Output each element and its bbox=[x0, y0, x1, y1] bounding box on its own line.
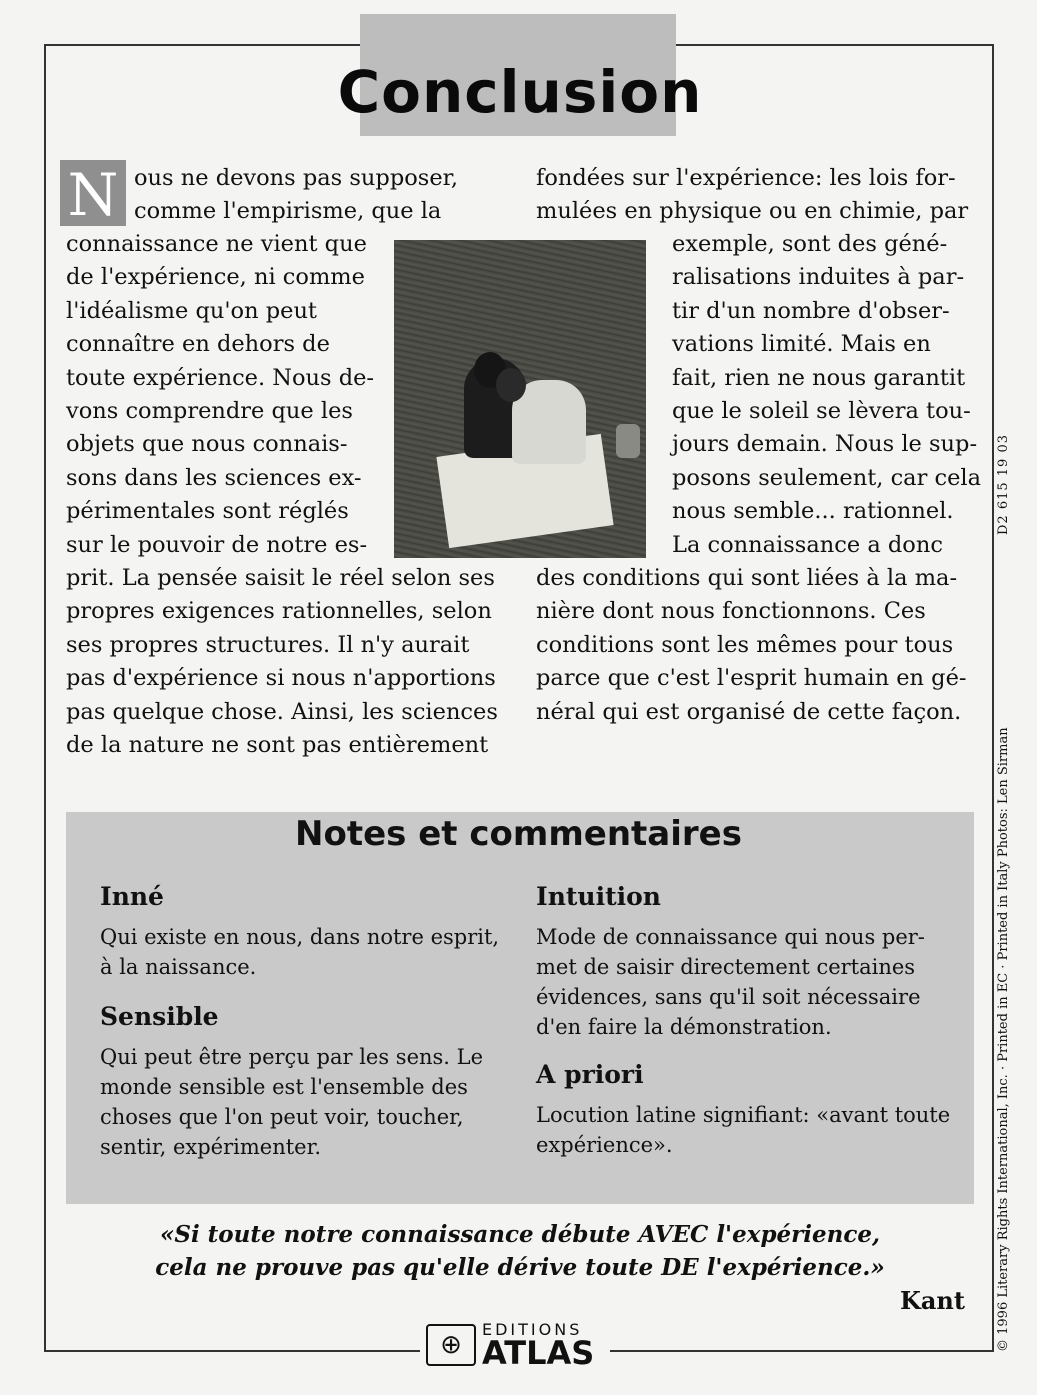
text-line: ses propres structures. Il n'y aurait bbox=[66, 631, 470, 658]
logo-line-2: ATLAS bbox=[482, 1334, 595, 1372]
text-line: monde sensible est l'ensemble des bbox=[100, 1075, 468, 1099]
definition-intuition bbox=[536, 922, 925, 1042]
text-line: expérience». bbox=[536, 1133, 673, 1157]
text-line: sons dans les sciences ex- bbox=[66, 464, 362, 491]
notes-heading: Notes et commentaires bbox=[295, 814, 742, 854]
term-sensible: Sensible bbox=[100, 1002, 219, 1031]
text-line: fondées sur l'expérience: les lois for- bbox=[536, 165, 956, 191]
text-line: sur le pouvoir de notre es- bbox=[66, 531, 368, 558]
text-line: des conditions qui sont liées à la ma- bbox=[536, 565, 958, 591]
text-line: comme l'empirisme, que la bbox=[134, 198, 442, 225]
term-inne: Inné bbox=[100, 882, 164, 911]
text-line: de l'expérience, ni comme bbox=[66, 264, 365, 291]
term-a-priori: A priori bbox=[536, 1060, 644, 1089]
text-line: toute expérience. Nous de- bbox=[66, 364, 375, 391]
kant-quote bbox=[66, 1218, 974, 1284]
text-line: propres exigences rationnelles, selon bbox=[66, 598, 492, 625]
text-line: tir d'un nombre d'obser- bbox=[672, 297, 950, 324]
text-line: Qui existe en nous, dans notre esprit, bbox=[100, 925, 500, 949]
text-line: prit. La pensée saisit le réel selon ses bbox=[66, 565, 495, 591]
left-wrap-text bbox=[66, 228, 374, 562]
text-line: ous ne devons pas supposer, bbox=[134, 165, 459, 191]
text-line: néral qui est organisé de cette façon. bbox=[536, 698, 962, 725]
reference-code: D2 615 19 03 bbox=[996, 434, 1011, 535]
editions-atlas-logo bbox=[420, 1318, 610, 1372]
text-line: La connaissance a donc bbox=[672, 531, 943, 558]
logo-line-1: EDITIONS bbox=[482, 1320, 583, 1339]
photo-people-with-map bbox=[394, 240, 646, 558]
text-line: connaissance ne vient que bbox=[66, 231, 367, 257]
quote-author: Kant bbox=[900, 1286, 965, 1315]
text-line: connaître en dehors de bbox=[66, 331, 330, 358]
left-bottom-text bbox=[66, 562, 498, 762]
quote-line: «Si toute notre connaissance débute AVEC l'expérience, bbox=[159, 1221, 881, 1248]
text-line: à la naissance. bbox=[100, 955, 257, 979]
dropcap: N bbox=[60, 160, 126, 226]
definition-a-priori bbox=[536, 1100, 950, 1160]
quote-line: cela ne prouve pas qu'elle dérive toute DE l'expérience.» bbox=[155, 1254, 885, 1281]
text-line: pas d'expérience si nous n'apportions bbox=[66, 665, 496, 692]
text-line: l'idéalisme qu'on peut bbox=[66, 297, 317, 324]
text-line: parce que c'est l'esprit humain en gé- bbox=[536, 665, 967, 692]
text-line: choses que l'on peut voir, toucher, bbox=[100, 1105, 464, 1129]
text-line: nous semble... rationnel. bbox=[672, 498, 954, 525]
text-line: nière dont nous fonctionnons. Ces bbox=[536, 598, 926, 625]
text-line: vons comprendre que les bbox=[66, 398, 353, 425]
definition-sensible bbox=[100, 1042, 483, 1162]
text-line: évidences, sans qu'il soit nécessaire bbox=[536, 985, 921, 1009]
right-bottom-text bbox=[536, 562, 967, 729]
right-wrap-text bbox=[672, 228, 981, 562]
definition-inne bbox=[100, 922, 499, 982]
text-line: met de saisir directement certaines bbox=[536, 955, 916, 979]
text-line: jours demain. Nous le sup- bbox=[672, 431, 978, 458]
text-line: Mode de connaissance qui nous per- bbox=[536, 925, 925, 949]
text-line: pas quelque chose. Ainsi, les sciences bbox=[66, 698, 498, 725]
text-line: vations limité. Mais en bbox=[672, 331, 931, 358]
bag-object bbox=[616, 424, 640, 458]
text-line: conditions sont les mêmes pour tous bbox=[536, 631, 954, 658]
text-line: périmentales sont réglés bbox=[66, 498, 349, 525]
text-line: d'en faire la démonstration. bbox=[536, 1015, 832, 1039]
text-line: fait, rien ne nous garantit bbox=[672, 364, 966, 391]
text-line: Qui peut être perçu par les sens. Le bbox=[100, 1045, 484, 1069]
text-line: posons seulement, car cela bbox=[672, 464, 982, 491]
person-head bbox=[496, 368, 526, 402]
text-line: sentir, expérimenter. bbox=[100, 1135, 322, 1159]
text-line: Locution latine signifiant: «avant toute bbox=[536, 1103, 951, 1127]
right-top-text bbox=[536, 162, 968, 229]
globe-book-icon: ⊕ bbox=[426, 1324, 476, 1366]
text-line: objets que nous connais- bbox=[66, 431, 348, 458]
left-top-text bbox=[134, 162, 458, 229]
text-line: exemple, sont des géné- bbox=[672, 231, 948, 257]
text-line: que le soleil se lèvera tou- bbox=[672, 398, 971, 425]
page-title: Conclusion bbox=[337, 58, 703, 126]
text-line: de la nature ne sont pas entièrement bbox=[66, 732, 489, 759]
copyright-side-text: © 1996 Literary Rights International, Inc. · Printed in EC · Printed in Italy Photos: Len Sirman bbox=[996, 727, 1011, 1352]
text-line: mulées en physique ou en chimie, par bbox=[536, 198, 969, 225]
text-line: ralisations induites à par- bbox=[672, 264, 965, 291]
term-intuition: Intuition bbox=[536, 882, 661, 911]
